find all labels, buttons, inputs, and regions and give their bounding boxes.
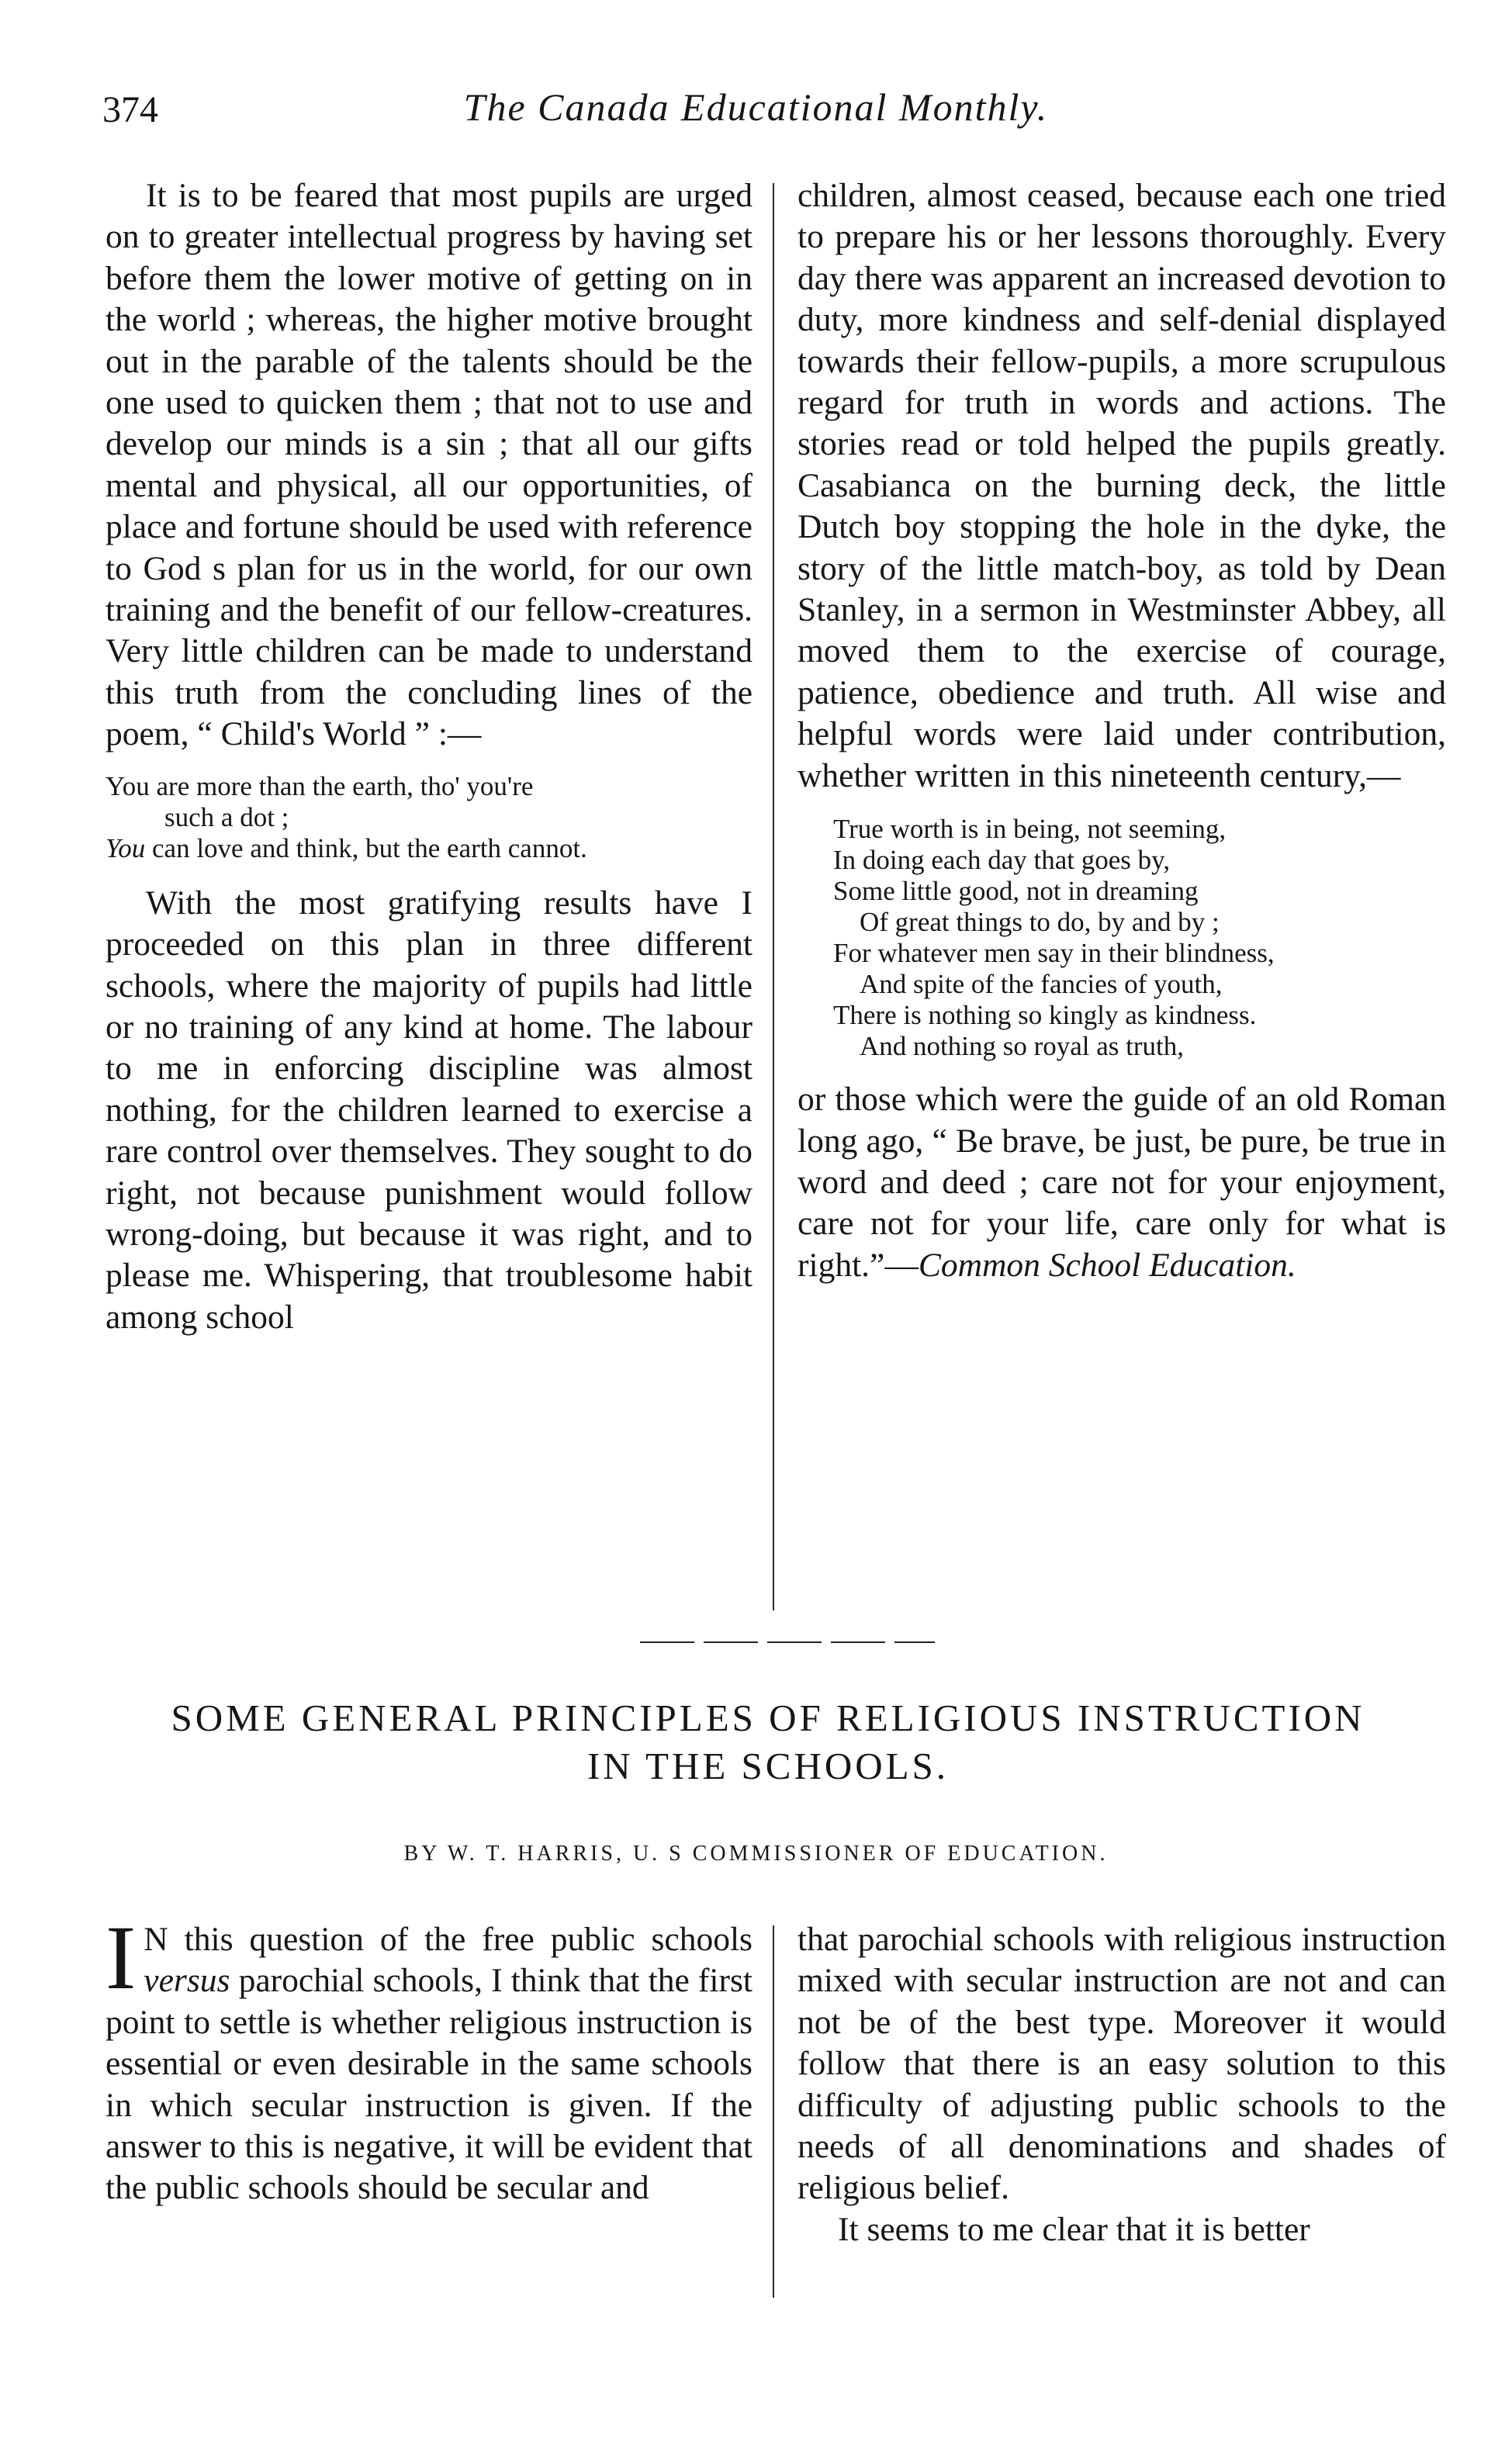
verse-line: You are more than the earth, tho' you're [106,770,534,801]
drop-cap: I [106,1907,137,2008]
title-line: SOME GENERAL PRINCIPLES OF RELIGIOUS INSTRUCTION [171,1697,1365,1739]
verse-quote [106,771,753,864]
column-rule [773,1925,774,2298]
paragraph: that parochial schools with religious instruction mixed with secular instruction are not and can not be of the best type. Moreover it would follow that there is an easy solution to this difficulty of adjusting public schools to the needs of all denominations and shades of religious belief. [798,1921,1446,2207]
verse-line: such a dot ; [164,801,289,832]
article2-left-column [106,1907,753,2209]
paragraph [106,1907,753,2209]
poem-line: Of great things to do, by and by ; [860,907,1220,938]
column-rule [773,183,774,1610]
poem-line: In doing each day that goes by, [833,845,1171,876]
poem-line: And spite of the fancies of youth, [860,969,1223,1000]
poem-line: Some little good, not in dreaming [833,876,1199,907]
verse-text: can love and think, but the earth cannot. [145,832,587,863]
paragraph: children, almost ceased, because each one tried to prepare his or her lessons thoroughly. Every day there was apparent an increased devotion to duty, more kindness and self-denial displayed towards their fellow-pupils, a more scrupulous regard for truth in words and actions. The stories read or told helped the pupils greatly. Casabianca on the burning deck, the little Dutch boy stopping the hole in the dyke, the story of the little match-boy, as told by Dean Stanley, in a sermon in Westminster Abbey, all moved them to the exercise of courage, patience, obedience and truth. All wise and helpful words were laid under contribution, whether written in this nineteenth century,— [798,177,1446,794]
poem-line: There is nothing so kingly as kindness. [833,1000,1257,1031]
verse-line [106,833,753,864]
article1-left-column [106,175,753,1338]
poem-line: True worth is in being, not seeming, [833,814,1227,845]
poem [798,814,1446,1062]
paragraph: With the most gratifying results have I proceeded on this plan in three different schools, where the majority of pupils had little or no training of any kind at home. The labour to me in enforcing discipline was almost nothing, for the children learned to exercise a rare control over themselves. They sought to do right, not because punishment would follow wrong-doing, but because it was right, and to please me. Whispering, that troublesome habit among school [106,884,753,1336]
paragraph: It is to be feared that most pupils are urged on to greater intellectual progress by having set before them the lower motive of getting on in the world ; whereas, the higher motive brought out in the parable of the talents should be the one used to quicken them ; that not to use and develop our minds is a sin ; that all our gifts mental and physical, all our opportunities, of place and fortune should be used with reference to God s plan for us in the world, for our own training and the benefit of our fellow-creatures. Very little children can be made to understand this truth from the concluding lines of the poem, “ Child's World ” :— [106,177,753,753]
running-head: The Canada Educational Monthly. [463,85,1049,129]
source-citation: Common School Education. [918,1246,1296,1284]
page-number: 374 [102,89,158,130]
paragraph-text: N this question of the free public schools [144,1921,753,1958]
article-title [93,1694,1443,1790]
paragraph [798,1079,1446,1286]
article1-right-column [798,175,1446,1286]
verse-emphasis: You [106,832,146,863]
poem-line: For whatever men say in their blindness, [833,938,1275,969]
emphasis: versus [144,1962,230,2000]
paragraph-text: parochial schools, I think that the first point to settle is whether religious instruction is essential or even desirable in the same schools in which secular instruction is given. If the answer to this is negative, it will be evident that the public schools should be secular and [106,1962,753,2207]
title-line: IN THE SCHOOLS. [586,1745,950,1787]
paragraph: It seems to me clear that it is better [838,2210,1310,2248]
section-separator [640,1641,935,1643]
poem-line: And nothing so royal as truth, [860,1031,1185,1062]
byline: BY W. T. HARRIS, U. S COMMISSIONER OF EDUCATION. [403,1842,1109,1866]
article2-right-column [798,1919,1446,2250]
paragraph-text: or those which were the guide of an old Roman long ago, “ Be brave, be just, be pure, be true in word and deed ; care not for your enjoyment, care not for your life, care only for what is right.”— [798,1081,1446,1284]
